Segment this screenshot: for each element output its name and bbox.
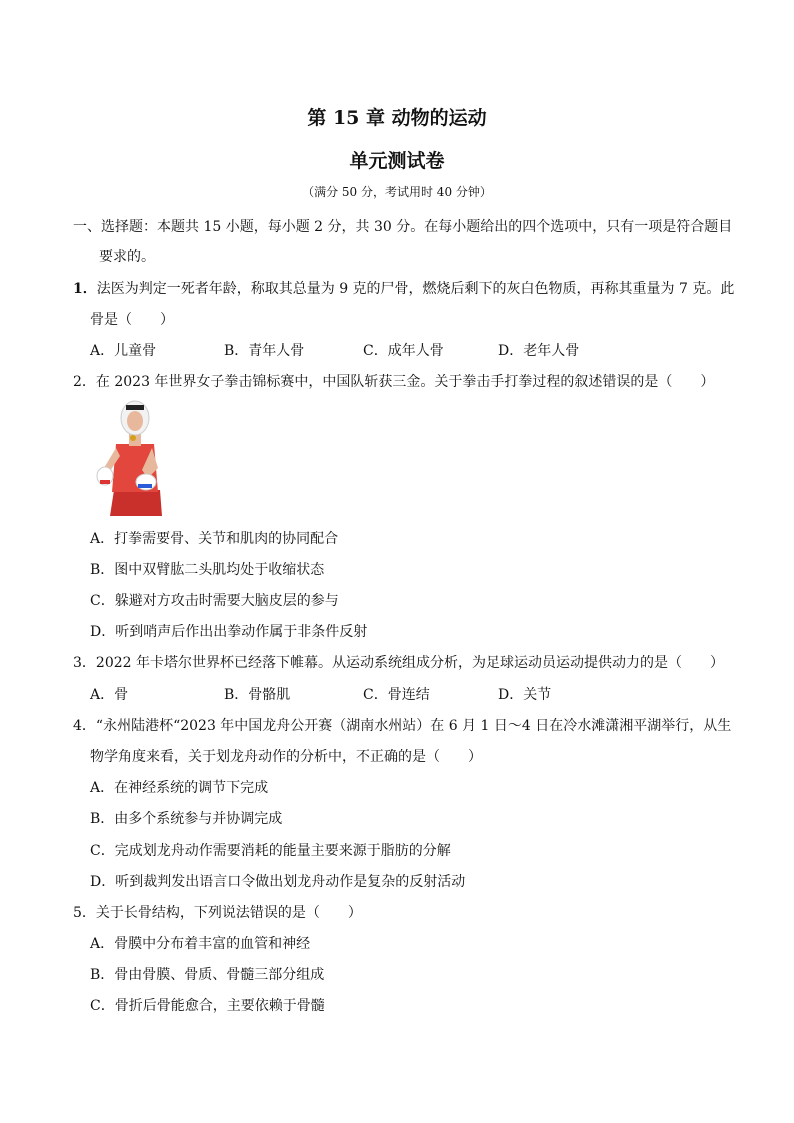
boxer-photo — [92, 398, 178, 516]
question-3-option-b[interactable]: B．骨骼肌 — [224, 687, 291, 703]
question-1-option-b[interactable]: B．青年人骨 — [224, 343, 305, 359]
section-instruction-line2: 要求的。 — [99, 249, 155, 265]
question-1-number: 1． — [73, 281, 97, 297]
page-subtitle: 单元测试卷 — [349, 150, 445, 172]
question-1-line2: 骨是（ ） — [90, 312, 174, 328]
question-4-option-a[interactable]: A．在神经系统的调节下完成 — [90, 780, 269, 796]
question-5-option-c[interactable]: C．骨折后骨能愈合，主要依赖于骨髓 — [90, 998, 325, 1014]
question-2-option-d[interactable]: D．听到哨声后作出出拳动作属于非条件反射 — [90, 624, 368, 640]
question-5-line1: 5．关于长骨结构，下列说法错误的是（ ） — [73, 905, 362, 921]
question-2-line1: 2．在 2023 年世界女子拳击锦标赛中，中国队斩获三金。关于拳击手打拳过程的叙述错误的是（ ） — [73, 374, 715, 390]
question-4-line1: 4．“永州陆港杯“2023 年中国龙舟公开赛（湖南水州站）在 6 月 1 日～4 日在冷水滩潇湘平湖举行，从生 — [73, 718, 732, 734]
question-1-option-c[interactable]: C．成年人骨 — [363, 343, 444, 359]
question-1-text: 法医为判定一死者年龄，称取其总量为 9 克的尸骨，燃烧后剩下的灰白色物质，再称其重量为 7 克。此 — [96, 281, 735, 297]
section-instruction-line1: 一、选择题：本题共 15 小题，每小题 2 分，共 30 分。在每小题给出的四个选项中，只有一项是符合题目 — [73, 219, 733, 235]
question-4-line2: 物学角度来看，关于划龙舟动作的分析中，不正确的是（ ） — [90, 749, 482, 765]
question-4-option-c[interactable]: C．完成划龙舟动作需要消耗的能量主要来源于脂肪的分解 — [90, 843, 451, 859]
question-2-option-a[interactable]: A．打拳需要骨、关节和肌肉的协同配合 — [90, 531, 339, 547]
page-title: 第 15 章 动物的运动 — [307, 107, 487, 129]
question-2-option-b[interactable]: B．图中双臂肱二头肌均处于收缩状态 — [90, 562, 325, 578]
question-3-option-d[interactable]: D．关节 — [498, 687, 552, 703]
question-1-option-d[interactable]: D．老年人骨 — [498, 343, 580, 359]
question-5-option-b[interactable]: B．骨由骨膜、骨质、骨髓三部分组成 — [90, 967, 325, 983]
question-4-option-b[interactable]: B．由多个系统参与并协调完成 — [90, 811, 283, 827]
question-3-line1: 3．2022 年卡塔尔世界杯已经落下帷幕。从运动系统组成分析，为足球运动员运动提供动力的是（ ） — [73, 655, 724, 671]
question-1-line1 — [73, 280, 734, 298]
question-3-option-a[interactable]: A．骨 — [90, 687, 129, 703]
question-2-option-c[interactable]: C．躲避对方攻击时需要大脑皮层的参与 — [90, 593, 339, 609]
exam-note: （满分 50 分，考试用时 40 分钟） — [302, 185, 492, 199]
question-5-option-a[interactable]: A．骨膜中分布着丰富的血管和神经 — [90, 936, 311, 952]
question-1-option-a[interactable]: A．儿童骨 — [90, 343, 157, 359]
question-4-option-d[interactable]: D．听到裁判发出语言口令做出划龙舟动作是复杂的反射活动 — [90, 874, 466, 890]
question-3-option-c[interactable]: C．骨连结 — [363, 687, 430, 703]
